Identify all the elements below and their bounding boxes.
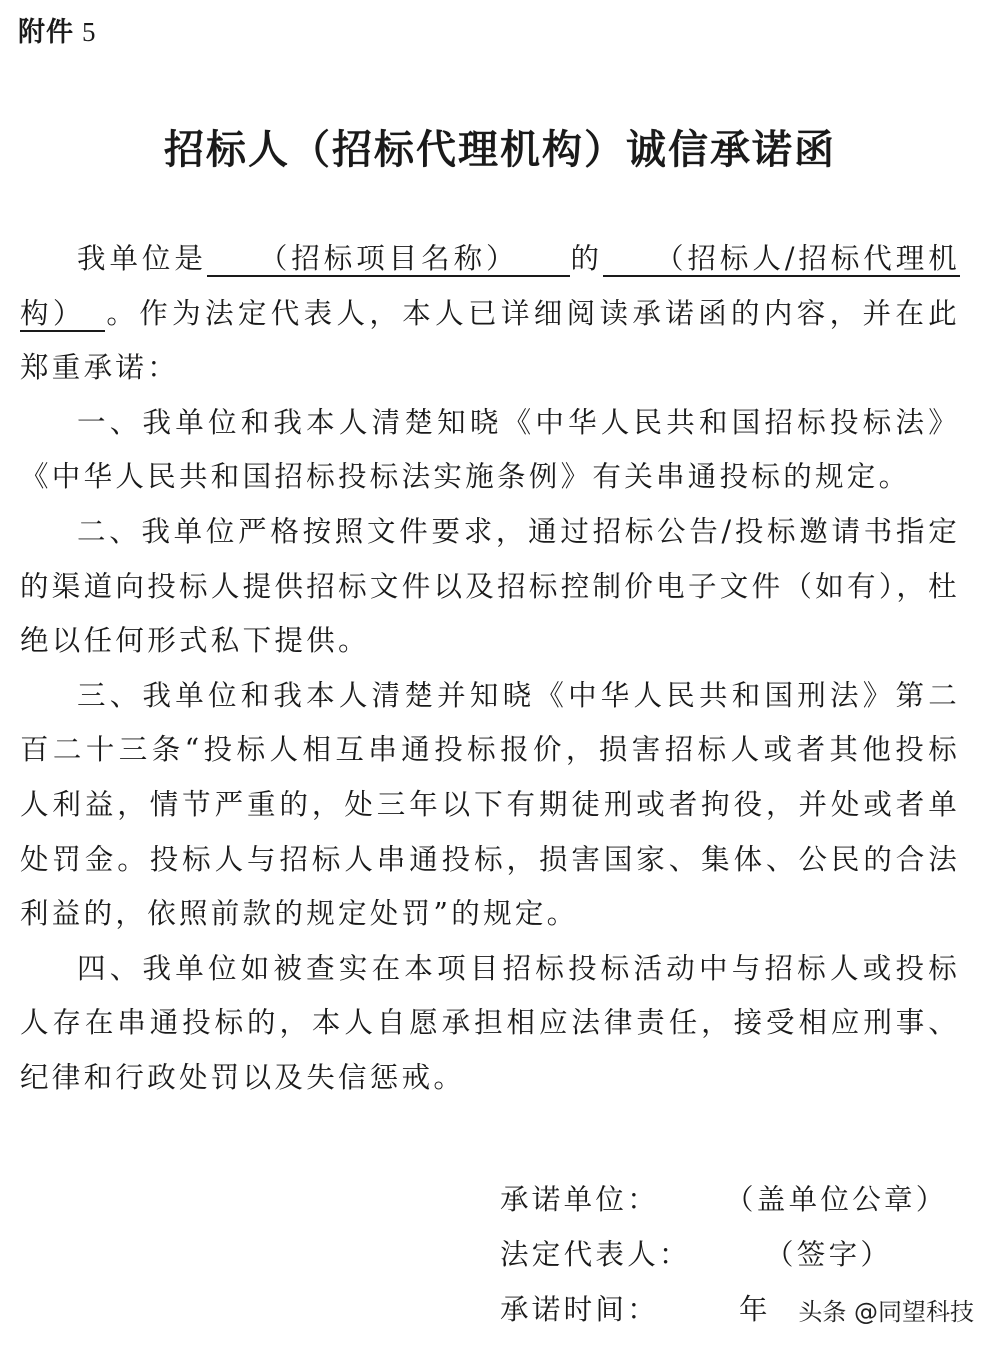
- project-name-placeholder: （招标项目名称）: [258, 242, 519, 275]
- document-body: [20, 232, 960, 1106]
- project-name-blank: [207, 242, 570, 277]
- unit-label: 承诺单位：: [500, 1183, 660, 1216]
- clause-paragraph-4: 四、我单位如被查实在本项目招标投标活动中与招标人或投标人存在串通投标的，本人自愿承担相应法律责任，接受相应刑事、纪律和行政处罚以及失信惩戒。: [20, 951, 960, 1094]
- intro-text-a: 我单位是: [77, 242, 207, 275]
- intro-text-b: 的: [569, 242, 603, 275]
- watermark: 头条 @同望科技: [794, 1292, 978, 1327]
- rep-sign-placeholder: （签字）: [765, 1238, 893, 1271]
- rep-label: 法定代表人：: [500, 1238, 691, 1271]
- clause-paragraph-2: 二、我单位严格按照文件要求，通过招标公告/投标邀请书指定的渠道向投标人提供招标文件以及招标控制价电子文件（如有），杜绝以任何形式私下提供。: [20, 514, 960, 658]
- attachment-number: 5: [82, 17, 97, 47]
- clause-paragraph-1: 一、我单位和我本人清楚知晓《中华人民共和国招标投标法》《中华人民共和国招标投标法实施条例》有关串通投标的规定。: [20, 405, 960, 494]
- clause-paragraph-3: 三、我单位和我本人清楚并知晓《中华人民共和国刑法》第二百二十三条“投标人相互串通投标报价，损害招标人或者其他投标人利益，情节严重的，处三年以下有期徒刑或者拘役，并处或者单处罚金。投标人与招标人串通投标，损害国家、集体、公民的合法利益的，依照前款的规定处罚”的规定。: [20, 678, 960, 931]
- attachment-label: [18, 10, 97, 49]
- unit-seal-placeholder: （盖单位公章）: [725, 1183, 948, 1216]
- intro-text-c: 。作为法定代表人，本人已详细阅读承诺函的内容，并在此郑重承诺：: [20, 296, 960, 385]
- document-title: 招标人（招标代理机构）诚信承诺函: [164, 127, 836, 173]
- signature-unit-row: [500, 1172, 948, 1227]
- signature-rep-row: [500, 1227, 948, 1282]
- intro-paragraph: [20, 232, 960, 396]
- role-placeholder: （招标人/招标代理机构）: [20, 242, 961, 330]
- date-year: 年: [739, 1293, 771, 1326]
- attachment-word: 附件: [18, 17, 74, 48]
- date-label: 承诺时间：: [500, 1293, 660, 1326]
